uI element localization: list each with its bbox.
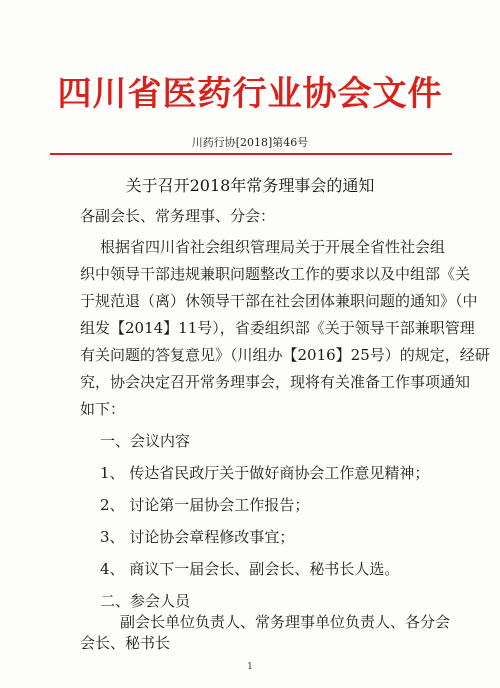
paragraph-line: 组发【2014】11号），省委组织部《关于领导干部兼职管理 [80,319,475,337]
attendees-line: 会长、秘书长 [80,634,171,652]
salutation: 各副会长、常务理事、分会： [80,207,276,225]
list-item: 2、 讨论第一届协会工作报告； [100,496,310,514]
paragraph-line: 如下： [80,400,126,418]
paragraph-line: 根据省四川省社会组织管理局关于开展全省性社会组 [100,238,446,256]
header-divider [50,153,452,155]
attendees-line: 副会长单位负责人、常务理事单位负责人、各分会 [120,613,451,631]
paragraph-line: 有关问题的答复意见》（川组办【2016】25号）的规定，经研 [80,346,490,364]
notice-title: 关于召开2018年常务理事会的通知 [125,176,375,195]
list-item: 3、 讨论协会章程修改事宜； [100,528,295,546]
list-item: 4、 商议下一届会长、副会长、秘书长人选。 [100,560,400,578]
section-heading: 二、参会人员 [100,592,191,610]
section-heading: 一、会议内容 [100,432,191,450]
page-number: 1 [247,662,253,672]
list-item: 1、 传达省民政厅关于做好商协会工作意见精神； [100,464,430,482]
document-number: 川药行协[2018]第46号 [191,136,309,149]
paragraph-line: 究，协会决定召开常务理事会，现将有关准备工作事项通知 [80,373,471,391]
paragraph-line: 于规范退（离）休领导干部在社会团体兼职问题的通知》（中 [80,292,478,310]
document-header-title: 四川省医药行业协会文件 [57,74,443,114]
paragraph-line: 织中领导干部违规兼职问题整改工作的要求以及中组部《关 [80,265,471,283]
